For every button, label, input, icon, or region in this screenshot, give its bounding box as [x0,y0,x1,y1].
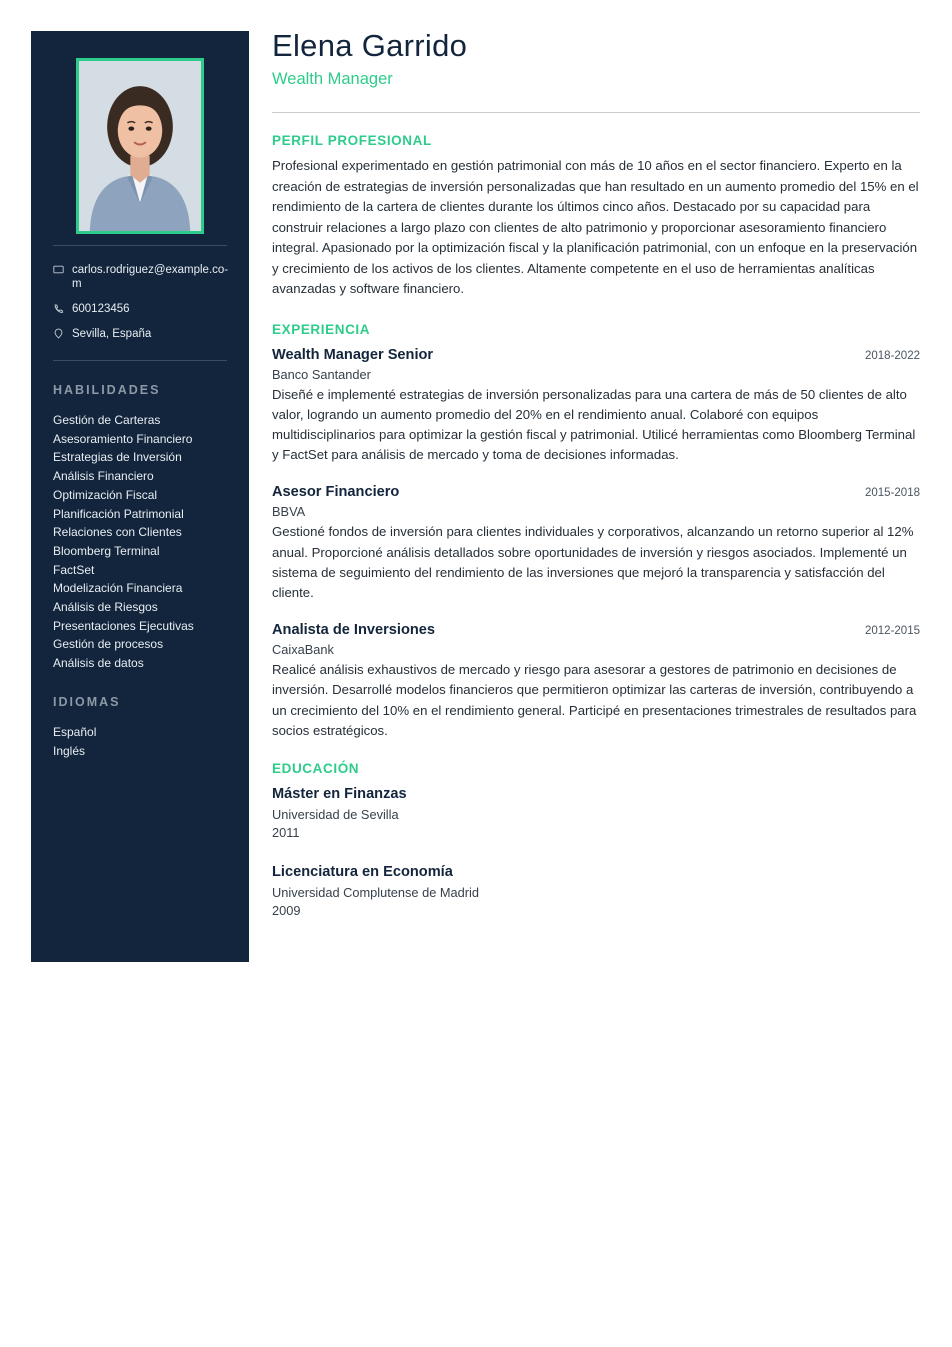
skills-heading: HABILIDADES [53,383,161,397]
experience-dates: 2015-2018 [865,487,920,500]
list-item: Asesoramiento Financiero [53,431,193,446]
education-degree: Licenciatura en Economía [272,863,453,880]
contact-email[interactable] [53,263,233,291]
list-item: Gestión de procesos [53,637,164,652]
list-item: Estrategias de Inversión [53,450,182,465]
list-item: Análisis de Riesgos [53,600,158,615]
mail-icon [53,263,72,275]
list-item: Relaciones con Clientes [53,525,182,540]
photo-illustration [79,61,201,231]
contact-email-text: carlos.rodriguez@example.co-m [72,264,229,290]
education-year: 2009 [272,902,301,918]
list-item: Gestión de Carteras [53,413,161,427]
experience-dates: 2012-2015 [865,625,920,638]
list-item: Bloomberg Terminal [53,543,160,558]
experience-company: Banco Santander [272,366,371,382]
education-school: Universidad de Sevilla [272,806,399,822]
experience-item-header [272,620,920,640]
contact-location[interactable] [53,327,233,341]
experience-title: Wealth Manager Senior [272,346,434,363]
education-degree: Máster en Finanzas [272,785,407,802]
header-divider [272,112,920,113]
experience-list [272,345,920,741]
education-section-heading: EDUCACIÓN [272,760,360,776]
list-item: Análisis de datos [53,656,144,671]
list-item: Planificación Patrimonial [53,506,184,521]
experience-item [272,620,920,741]
experience-company: BBVA [272,504,306,520]
list-item: Inglés [53,743,86,758]
experience-item-header [272,482,920,502]
experience-title: Analista de Inversiones [272,622,436,639]
contact-phone-text: 600123456 [72,303,130,315]
list-item: Presentaciones Ejecutivas [53,618,194,633]
experience-item [272,345,920,466]
phone-icon [53,302,72,314]
experience-title: Asesor Financiero [272,484,400,501]
education-school: Universidad Complutense de Madrid [272,884,479,900]
education-year: 2011 [272,824,300,840]
education-list [272,784,920,920]
experience-section-heading: EXPERIENCIA [272,321,371,337]
list-item: Español [53,725,97,739]
sidebar-divider-top [53,245,227,246]
experience-item-header [272,345,920,365]
experience-item [272,482,920,603]
contact-phone[interactable] [53,302,233,316]
job-role-subtitle: Wealth Manager [272,70,393,88]
languages-heading: IDIOMAS [53,695,121,709]
list-item: Análisis Financiero [53,469,154,484]
sidebar [31,31,249,962]
list-item: Optimización Fiscal [53,487,158,502]
sidebar-divider-bottom [53,360,227,361]
profile-section-heading: PERFIL PROFESIONAL [272,133,432,148]
profile-photo [76,58,204,234]
experience-description: Diseñé e implementé estrategias de inversión personalizadas para una cartera de más de 50 clientes de alto valor, logrando un aumento promedio del 20% en el rendimiento anual. Colaboré con equipos multidisciplinarios para optimizar la gestión fiscal y patrimonial. Utilicé herramientas como Bloomberg Terminal y FactSet para análisis de mercado y toma de decisiones informadas. [272,386,916,463]
languages-list [53,723,239,760]
education-item [272,784,920,842]
list-item: Modelización Financiera [53,581,183,596]
profile-text: Profesional experimentado en gestión patrimonial con más de 10 años en el sector financiero. Experto en la creación de estrategias de inversión personalizadas que han resultado en un aumento promedio del 15% en el rendimiento de la cartera de clientes durante los últimos cinco años. Destacado por su capacidad para construir relaciones a largo plazo con clientes de alto patrimonio y proporcionar asesoramiento financiero integral. Apasionado por la optimización fiscal y la planificación patrimonial, con un enfoque en la preservación y crecimiento de los activos de los clientes. Altamente competente en el uso de herramientas analíticas avanzadas y software financiero. [272,158,919,296]
contact-list [53,263,233,352]
page-title: Elena Garrido [272,28,468,63]
experience-description: Realicé análisis exhaustivos de mercado y riesgo para asesorar a gestores de patrimonio en decisiones de inversión. Desarrollé modelos financieros que permitieron optimizar las carteras de inversión, contribuyendo a un crecimiento del 10% en el rendimiento general. Participé en presentaciones trimestrales de resultados para socios estratégicos. [272,662,917,738]
skills-list [53,411,239,673]
avatar [76,58,204,234]
experience-company: CaixaBank [272,642,334,658]
education-item [272,862,920,920]
experience-dates: 2018-2022 [865,349,920,362]
contact-location-text: Sevilla, España [72,328,152,340]
main-column [272,26,920,920]
list-item: FactSet [53,562,95,577]
experience-description: Gestioné fondos de inversión para clientes individuales y corporativos, alcanzando un retorno superior al 12% anual. Proporcioné análisis detallados sobre oportunidades de inversión y riesgos asociados. Implementé un sistema de seguimiento del rendimiento de las inversiones que mejoró la transparencia y satisfacción del cliente. [272,524,914,600]
location-pin-icon [53,327,72,339]
